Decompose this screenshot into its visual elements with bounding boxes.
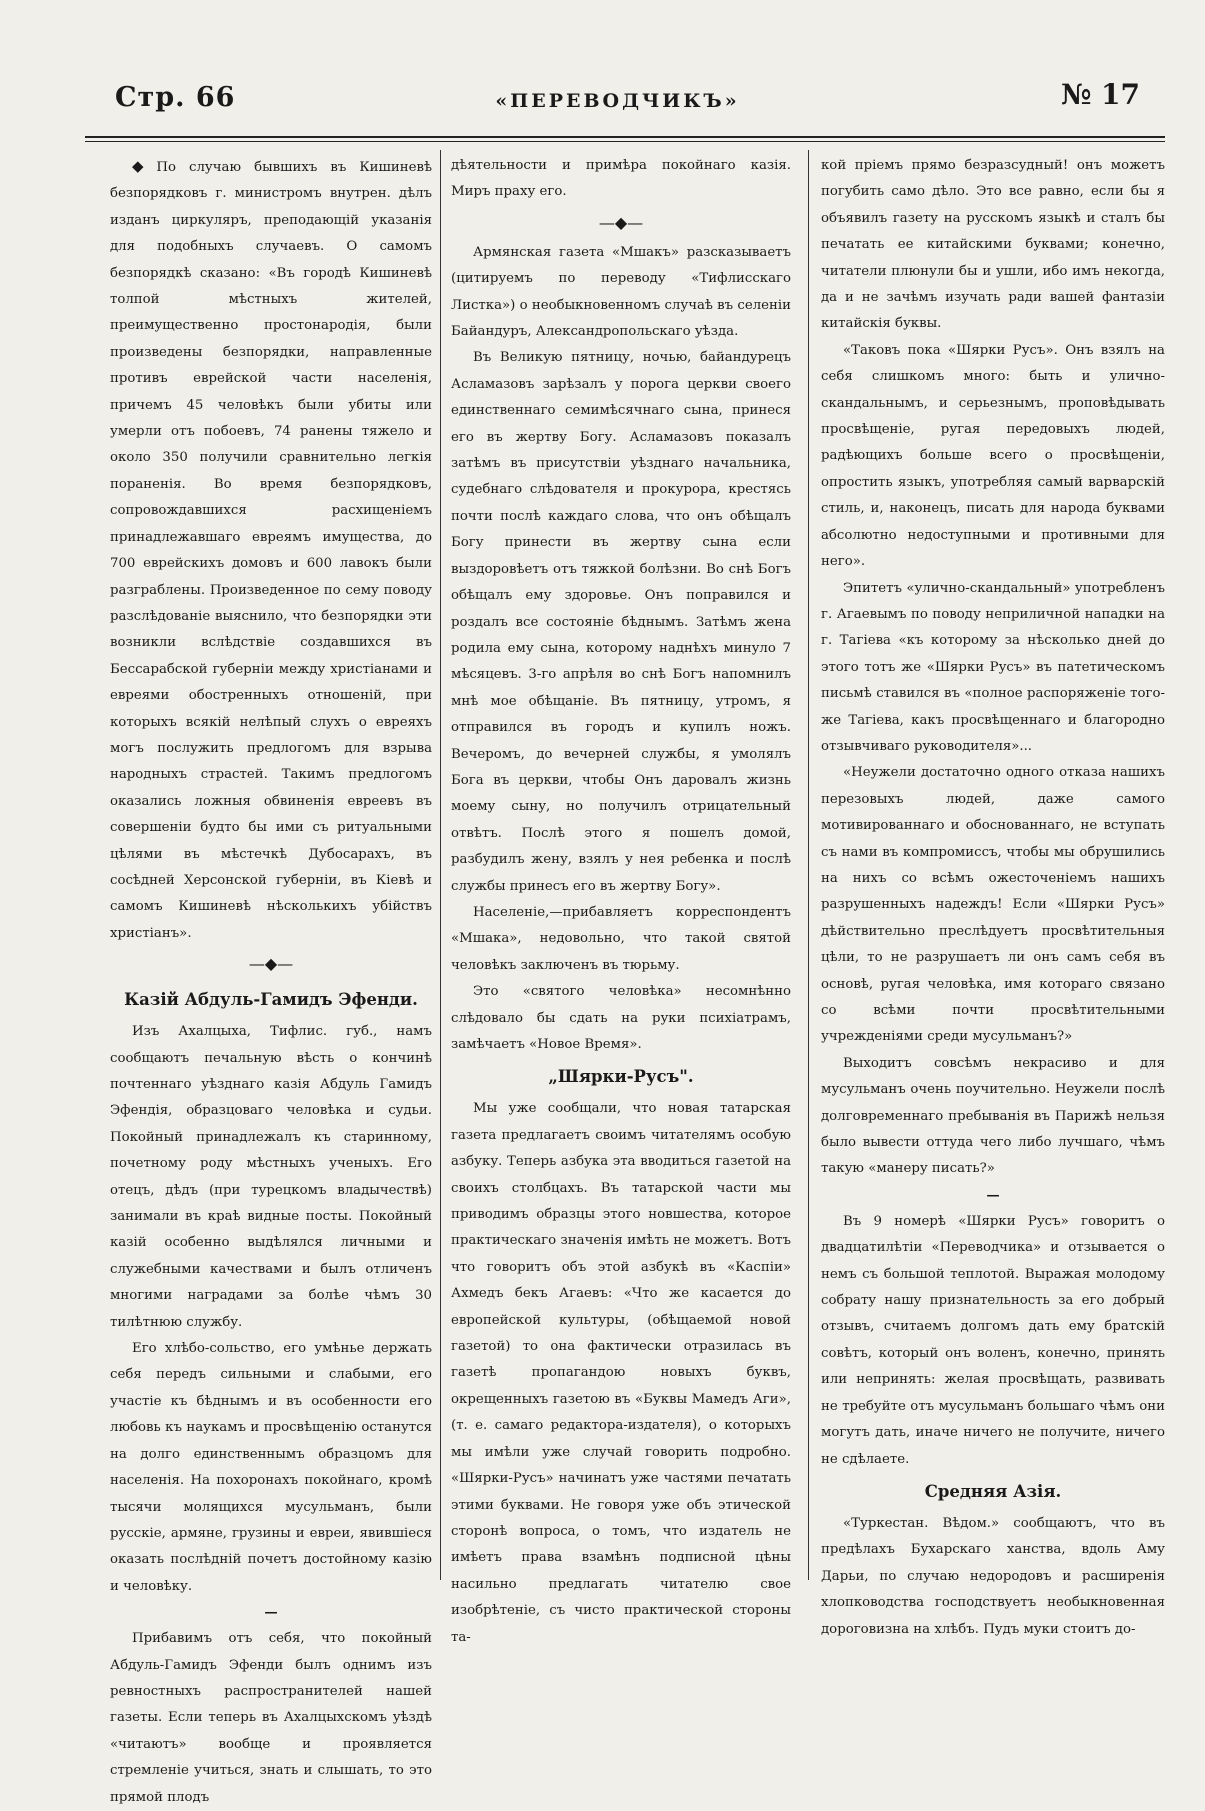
article-paragraph: кой пріемъ прямо безразсудный! онъ можетъ погубить само дѣло. Это все равно, если бы я объявилъ газету на русскомъ языкѣ и сталъ бы печатать ее китайскими буквами; конечно, читатели плюнули бы и ушли, ибо имъ некогда, да и не зачѣмъ изучать ради вашей фантазіи китайскія буквы. <box>821 158 1165 332</box>
article-paragraph: Мы уже сообщали, что новая татарская газета предлагаетъ своимъ читателямъ особую азбуку. Теперь азбука эта вводиться газетой на своихъ столбцахъ. Въ татарской части мы приводимъ образцы этого новшества, которое практическаго значенія имѣть не можетъ. Вотъ что говоритъ объ этой азбукѣ въ «Каспіи» Ахмедъ бекъ Агаевъ: «Что же касается до европейской культуры, (обѣщаемой новой газетой) то она фактически отразилась въ газетѣ пропагандою новыхъ буквъ, окрещенныхъ газетою въ «Буквы Мамедъ Аги», (т. е. самаго редактора-издателя), о которыхъ мы имѣли уже случай говорить подробно. «Шярки-Русъ» начинатъ уже частями печатать этими буквами. Не говоря уже объ этической сторонѣ вопроса, о томъ, что издатель не имѣетъ права взамѣнъ подписной цѣны насильно предлагать читателю свое изобрѣтеніе, съ чисто практической стороны та- <box>451 1101 791 1645</box>
ornament-icon: ◆ <box>132 157 153 175</box>
column-divider <box>808 150 809 1580</box>
column-2 <box>451 153 791 1645</box>
issue-number: № 17 <box>1060 78 1140 111</box>
article-paragraph: дѣятельности и примѣра покойнаго казія. Миръ праху его. <box>451 158 791 200</box>
ornament-divider: —◆— <box>248 954 294 974</box>
ornament-divider: —◆— <box>598 212 644 232</box>
article-paragraph: Его хлѣбо-сольство, его умѣнье держать себя передъ сильными и слабыми, его участіе къ бѣднымъ и въ особенности его любовь къ наукамъ и просвѣщенію останутся на долго единственнымъ образцомъ для населенія. На похоронахъ покойнаго, кромѣ тысячи молящихся мусульманъ, были русскіе, армяне, грузины и евреи, явившіеся оказать послѣдній почетъ достойному казію и человѣку. <box>110 1341 432 1594</box>
article-paragraph: Выходитъ совсѣмъ некрасиво и для мусульманъ очень поучительно. Неужели послѣ долговременнаго пребыванія въ Парижѣ нельзя было вывести оттуда чего либо лучшаго, чѣмъ такую «манеру писать?» <box>821 1055 1165 1177</box>
page-number: Стр. 66 <box>115 82 236 113</box>
article-paragraph: «Туркестан. Вѣдом.» сообщаютъ, что въ предѣлахъ Бухарскаго ханства, вдоль Аму Дарьи, по случаю недородовъ и расширенія хлопководства господствуетъ необыкновенная дороговизна на хлѣбъ. Пудъ муки стоитъ до- <box>821 1515 1165 1637</box>
separator: — <box>264 1605 278 1621</box>
page-header <box>85 76 1150 126</box>
article-paragraph: Въ 9 номерѣ «Шярки Русъ» говоритъ о двадцатилѣтіи «Переводчика» и отзывается о немъ съ большой теплотой. Выражая молодому собрату нашу признательность за его добрый отзывъ, считаемъ долгомъ дать ему братскій совѣтъ, который онъ воленъ, конечно, принять или непринять: желая просвѣщать, развивать не требуйте отъ мусульманъ большаго чѣмъ они могутъ дать, иначе ничего не получите, ничего не сдѣлаете. <box>821 1213 1165 1467</box>
article-paragraph: Въ Великую пятницу, ночью, байандурецъ Асламазовъ зарѣзалъ у порога церкви своего единственнаго семимѣсячнаго сына, принеся его въ жертву Богу. Асламазовъ показалъ затѣмъ въ присутствіи уѣзднаго начальника, судебнаго слѣдователя и прокурора, крестясь почти послѣ каждаго слова, что онъ обѣщалъ Богу принести въ жертву сына если выздоровѣетъ отъ тяжкой болѣзни. Во снѣ Богъ обѣщалъ ему здоровье. Онъ поправился и роздалъ все состояніе бѣднымъ. Затѣмъ жена родила ему сына, которому наднѣхъ минуло 7 мѣсяцевъ. 3-го апрѣля во снѣ Богъ напомнилъ мнѣ мое обѣщаніе. Въ пятницу, утромъ, я отправился въ городъ и купилъ ножъ. Вечеромъ, до вечерней службы, я умолялъ Бога въ церкви, чтобы Онъ даровалъ жизнь моему сыну, но получилъ отрицательный отвѣтъ. Послѣ этого я пошелъ домой, разбудилъ жену, взялъ у нея ребенка и послѣ службы принесъ его въ жертву Богу». <box>451 350 791 894</box>
column-3 <box>821 153 1165 1637</box>
separator: — <box>986 1187 1000 1203</box>
article-paragraph: Эпитетъ «улично-скандальный» употребленъ г. Агаевымъ по поводу неприличной нападки на г. Тагіева «къ которому за нѣсколько дней до этого тотъ же «Шярки Русъ» въ патетическомъ письмѣ ставился въ «полное распоряженіе того-же Тагіева, какъ просвѣщеннаго и благородно отзывчиваго руководителя»... <box>821 580 1165 754</box>
newspaper-title: «ПЕРЕВОДЧИКЪ» <box>495 90 740 112</box>
article-paragraph: Это «святого человѣка» несомнѣнно слѣдовало бы сдать на руки психіатрамъ, замѣчаетъ «Новое Время». <box>451 984 791 1052</box>
article-paragraph: «Таковъ пока «Шярки Русъ». Онъ взялъ на себя слишкомъ много: быть и улично-скандальнымъ, и серьезнымъ, проповѣдывать просвѣщеніе, ругая передовыхъ людей, радѣющихъ больше всего о просвѣщеніи, опростить языкъ, употребляя самый варварскій стиль, и, наконецъ, писать для народа буквами абсолютно недоступными и противными для него». <box>821 342 1165 570</box>
article-paragraph: Изъ Ахалцыха, Тифлис. губ., намъ сообщаютъ печальную вѣсть о кончинѣ почтеннаго уѣзднаго казія Абдуль Гамидъ Эфендія, образцоваго человѣка и судьи. Покойный принадлежалъ къ старинному, почетному роду мѣстныхъ ученыхъ. Его отецъ, дѣдъ (при турецкомъ владычествѣ) занимали въ краѣ видные посты. Покойный казій особенно выдѣлялся личными и служебными качествами и былъ отличенъ многими наградами за болѣе чѣмъ 30 тилѣтнюю службу. <box>110 1024 432 1330</box>
article-paragraph: Населеніе,—прибавляетъ корреспондентъ «Мшака», недовольно, что такой святой человѣкъ заключенъ въ тюрьму. <box>451 904 791 973</box>
article-heading: Казій Абдуль-Гамидъ Эфенди. <box>124 990 418 1010</box>
header-rule-thin <box>85 141 1165 142</box>
article-heading: Средняя Азія. <box>924 1481 1062 1501</box>
article-paragraph: «Неужели достаточно одного отказа нашихъ перезовыхъ людей, даже самого мотивированнаго и обоснованнаго, не вступать съ нами въ компромиссъ, чтобы мы обрушились на нихъ со всѣмъ ожесточеніемъ нашихъ разрушенныхъ надеждъ! Если «Шярки Русъ» дѣйствительно преслѣдуетъ просвѣтительныя цѣли, то не разрушаетъ ли онъ самъ себя въ основѣ, ругая человѣка, имя котораго связано со всѣми почти просвѣтительными учрежденіями среди мусульманъ?» <box>821 765 1165 1045</box>
column-1 <box>110 153 432 1805</box>
column-divider <box>440 150 441 1580</box>
article-paragraph: Прибавимъ отъ себя, что покойный Абдуль-Гамидъ Эфенди былъ однимъ изъ ревностныхъ распространителей нашей газеты. Если теперь въ Ахалцыхскомъ уѣздѣ «читаютъ» вообще и проявляется стремленіе учиться, знать и слышать, то это прямой плодъ <box>110 1631 432 1805</box>
article-heading: „Шярки-Русъ". <box>548 1067 694 1087</box>
article-kishinev: ◆ По случаю бывшихъ въ Кишиневѣ безпорядковъ г. министромъ внутрен. дѣлъ изданъ циркуляръ, преподающій указанія для подобныхъ случаевъ. О самомъ безпорядкѣ сказано: «Въ городѣ Кишиневѣ толпой мѣстныхъ жителей, преимущественно простонародія, были произведены безпорядки, направленные противъ еврейской части населенія, причемъ 45 человѣкъ были убиты или умерли отъ побоевъ, 74 ранены тяжело и около 350 получили сравнительно легкія пораненія. Во время безпорядковъ, сопровождавшихся расхищеніемъ принадлежавшаго евреямъ имущества, до 700 еврейскихъ домовъ и 600 лавокъ были разграблены. Произведенное по сему поводу разслѣдованіе выяснило, что безпорядки эти возникли вслѣдствіе создавшихся въ Бессарабской губерніи между христіанами и евреями обостренныхъ отношеній, при которыхъ всякій нелѣпый слухъ о евреяхъ могъ послужить предлогомъ для взрыва народныхъ страстей. Такимъ предлогомъ оказались ложныя обвиненія евреевъ въ совершеніи будто бы ими съ ритуальными цѣлями въ мѣстечкѣ Дубосарахъ, въ сосѣдней Херсонской губерніи, въ Кіевѣ и самомъ Кишиневѣ нѣсколькихъ убійствъ христіанъ». <box>110 157 432 941</box>
header-rule <box>85 136 1165 138</box>
article-paragraph: Армянская газета «Мшакъ» разсказываетъ (цитируемъ по переводу «Тифлисскаго Листка») о необыкновенномъ случаѣ въ селеніи Байандуръ, Александропольскаго уѣзда. <box>451 244 791 340</box>
